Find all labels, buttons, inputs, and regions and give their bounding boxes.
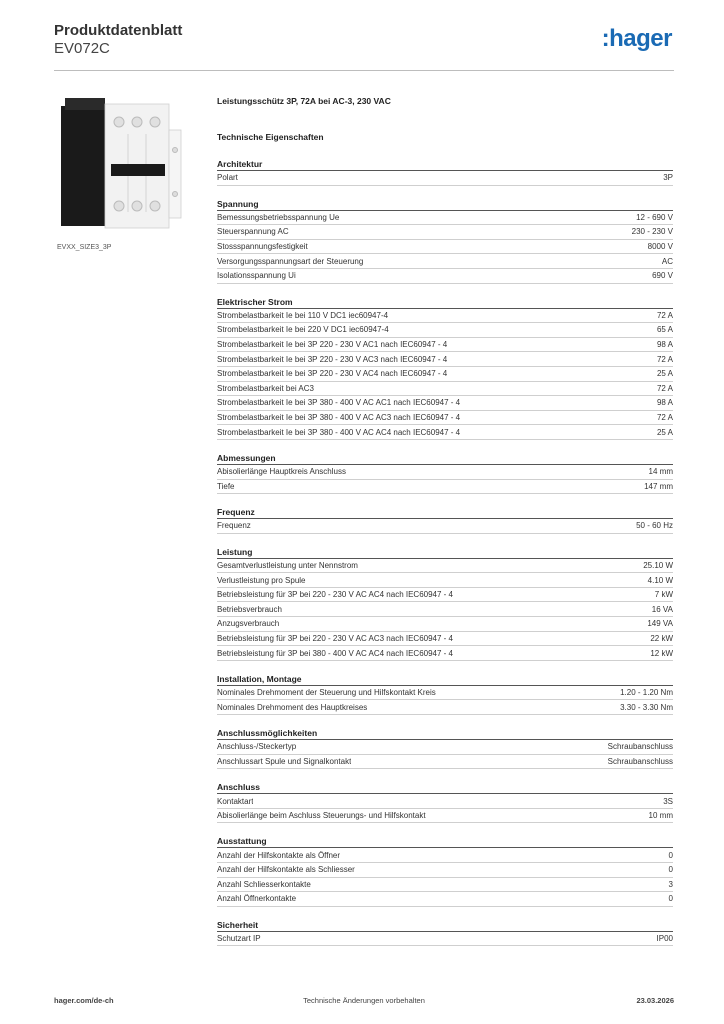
spec-value: 25.10 W — [643, 560, 673, 570]
spec-label: Strombelastbarkeit Ie bei 220 V DC1 iec60947-4 — [217, 325, 389, 335]
spec-value: 230 - 230 V — [631, 227, 673, 237]
image-caption: EVXX_SIZE3_3P — [57, 244, 112, 251]
spec-row — [217, 848, 673, 863]
spec-value: Schraubanschluss — [607, 756, 673, 766]
header-divider — [54, 70, 674, 71]
section-title: Leistung — [217, 546, 673, 559]
spec-row — [217, 309, 673, 324]
section-title: Anschluss — [217, 781, 673, 794]
spec-row — [217, 794, 673, 809]
spec-label: Anzahl der Hilfskontakte als Öffner — [217, 850, 341, 860]
spec-section — [217, 296, 673, 440]
spec-row — [217, 367, 673, 382]
spec-row — [217, 225, 673, 240]
spec-label: Strombelastbarkeit Ie bei 3P 380 - 400 V AC AC4 nach IEC60947 - 4 — [217, 427, 461, 437]
spec-label: Bemessungsbetriebsspannung Ue — [217, 212, 340, 222]
spec-value: 0 — [668, 894, 673, 904]
spec-label: Nominales Drehmoment der Steuerung und Hilfskontakt Kreis — [217, 688, 436, 698]
spec-value: 65 A — [656, 325, 673, 335]
section-title: Frequenz — [217, 506, 673, 519]
spec-label: Anzahl der Hilfskontakte als Schliesser — [217, 865, 355, 875]
spec-value: 72 A — [656, 413, 673, 423]
section-title: Elektrischer Strom — [217, 296, 673, 309]
section-title: Anschlussmöglichkeiten — [217, 727, 673, 740]
footer-date: 23.03.2026 — [636, 996, 674, 1005]
spec-label: Nominales Drehmoment des Hauptkreises — [217, 702, 368, 712]
spec-row — [217, 519, 673, 534]
spec-label: Isolationsspannung Ui — [217, 271, 296, 281]
section-title: Installation, Montage — [217, 673, 673, 686]
spec-section — [217, 452, 673, 494]
spec-row — [217, 382, 673, 397]
spec-row — [217, 411, 673, 426]
spec-section — [217, 835, 673, 906]
spec-value: IP00 — [656, 934, 673, 944]
spec-row — [217, 863, 673, 878]
spec-row — [217, 646, 673, 661]
spec-value: 1.20 - 1.20 Nm — [620, 688, 673, 698]
spec-sections — [217, 158, 673, 946]
section-title: Architektur — [217, 158, 673, 171]
spec-value: 72 A — [656, 383, 673, 393]
spec-value: 12 kW — [650, 648, 673, 658]
spec-label: Anzugsverbrauch — [217, 619, 280, 629]
product-image — [57, 94, 183, 234]
section-title: Ausstattung — [217, 835, 673, 848]
spec-value: 690 V — [652, 271, 673, 281]
spec-value: 3.30 - 3.30 Nm — [620, 702, 673, 712]
spec-value: AC — [661, 256, 673, 266]
spec-label: Anschluss-/Steckertyp — [217, 742, 297, 752]
spec-row — [217, 755, 673, 770]
spec-label: Strombelastbarkeit Ie bei 3P 220 - 230 V AC1 nach IEC60947 - 4 — [217, 340, 448, 350]
spec-value: 149 VA — [647, 619, 673, 629]
spec-row — [217, 559, 673, 574]
spec-section — [217, 546, 673, 661]
spec-label: Strombelastbarkeit Ie bei 3P 380 - 400 V AC AC1 nach IEC60947 - 4 — [217, 398, 461, 408]
spec-value: 16 VA — [651, 604, 673, 614]
spec-row — [217, 240, 673, 255]
spec-section — [217, 781, 673, 823]
spec-row — [217, 700, 673, 715]
spec-label: Strombelastbarkeit Ie bei 3P 220 - 230 V AC4 nach IEC60947 - 4 — [217, 369, 448, 379]
spec-value: 4.10 W — [647, 575, 673, 585]
spec-row — [217, 602, 673, 617]
spec-row — [217, 892, 673, 907]
spec-row — [217, 740, 673, 755]
spec-value: 98 A — [656, 398, 673, 408]
spec-value: 25 A — [656, 427, 673, 437]
spec-label: Versorgungsspannungsart der Steuerung — [217, 256, 364, 266]
product-description: Leistungsschütz 3P, 72A bei AC-3, 230 VAC — [217, 96, 391, 106]
spec-label: Verlustleistung pro Spule — [217, 575, 306, 585]
spec-label: Anzahl Öffnerkontakte — [217, 894, 297, 904]
spec-value: 0 — [668, 850, 673, 860]
spec-label: Frequenz — [217, 521, 251, 531]
spec-row — [217, 211, 673, 226]
spec-value: 147 mm — [644, 481, 673, 491]
spec-value: 10 mm — [648, 811, 673, 821]
spec-value: 3 — [668, 879, 673, 889]
spec-label: Abisolierlänge beim Aschluss Steuerungs- und Hilfskontakt — [217, 811, 426, 821]
spec-row — [217, 396, 673, 411]
section-title: Abmessungen — [217, 452, 673, 465]
document-title: Produktdatenblatt — [54, 22, 183, 39]
spec-value: 0 — [668, 865, 673, 875]
spec-label: Gesamtverlustleistung unter Nennstrom — [217, 560, 358, 570]
spec-label: Strombelastbarkeit Ie bei 3P 380 - 400 V AC AC3 nach IEC60947 - 4 — [217, 413, 461, 423]
spec-row — [217, 632, 673, 647]
spec-section — [217, 727, 673, 769]
spec-row — [217, 338, 673, 353]
datasheet-content — [217, 96, 673, 946]
spec-row — [217, 465, 673, 480]
spec-value: Schraubanschluss — [607, 742, 673, 752]
spec-label: Betriebsverbrauch — [217, 604, 282, 614]
spec-label: Strombelastbarkeit Ie bei 110 V DC1 iec60947-4 — [217, 310, 389, 320]
spec-label: Polart — [217, 173, 238, 183]
spec-label: Anzahl Schliesserkontakte — [217, 879, 311, 889]
spec-value: 22 kW — [650, 633, 673, 643]
product-code: EV072C — [54, 40, 110, 57]
spec-value: 3S — [663, 796, 673, 806]
tech-properties-heading: Technische Eigenschaften — [217, 132, 324, 142]
spec-label: Anschlussart Spule und Signalkontakt — [217, 756, 352, 766]
spec-value: 98 A — [656, 340, 673, 350]
spec-section — [217, 198, 673, 284]
spec-label: Betriebsleistung für 3P bei 380 - 400 V AC AC4 nach IEC60947 - 4 — [217, 648, 453, 658]
footer-disclaimer: Technische Änderungen vorbehalten — [303, 996, 425, 1005]
spec-label: Steuerspannung AC — [217, 227, 289, 237]
spec-value: 14 mm — [648, 467, 673, 477]
spec-value: 25 A — [656, 369, 673, 379]
spec-row — [217, 269, 673, 284]
spec-row — [217, 588, 673, 603]
spec-label: Stossspannungsfestigkeit — [217, 242, 308, 252]
spec-value: 7 kW — [654, 590, 673, 600]
spec-label: Strombelastbarkeit bei AC3 — [217, 383, 314, 393]
spec-label: Kontaktart — [217, 796, 254, 806]
spec-row — [217, 352, 673, 367]
spec-label: Strombelastbarkeit Ie bei 3P 220 - 230 V AC3 nach IEC60947 - 4 — [217, 354, 448, 364]
spec-row — [217, 254, 673, 269]
spec-row — [217, 480, 673, 495]
spec-section — [217, 673, 673, 715]
hager-logo: :hager — [601, 25, 672, 52]
spec-value: 3P — [663, 173, 673, 183]
spec-row — [217, 617, 673, 632]
spec-row — [217, 932, 673, 947]
spec-value: 50 - 60 Hz — [636, 521, 673, 531]
spec-section — [217, 158, 673, 186]
section-title: Sicherheit — [217, 919, 673, 932]
footer-website: hager.com/de-ch — [54, 996, 114, 1005]
page-header — [54, 22, 674, 72]
spec-row — [217, 573, 673, 588]
spec-row — [217, 425, 673, 440]
spec-section — [217, 919, 673, 947]
spec-value: 12 - 690 V — [636, 212, 673, 222]
spec-row — [217, 323, 673, 338]
section-title: Spannung — [217, 198, 673, 211]
spec-label: Tiefe — [217, 481, 235, 491]
spec-row — [217, 171, 673, 186]
spec-label: Abisolierlänge Hauptkreis Anschluss — [217, 467, 346, 477]
spec-value: 8000 V — [647, 242, 673, 252]
spec-value: 72 A — [656, 310, 673, 320]
spec-label: Betriebsleistung für 3P bei 220 - 230 V AC AC3 nach IEC60947 - 4 — [217, 633, 453, 643]
spec-label: Betriebsleistung für 3P bei 220 - 230 V AC AC4 nach IEC60947 - 4 — [217, 590, 453, 600]
spec-row — [217, 878, 673, 893]
spec-value: 72 A — [656, 354, 673, 364]
spec-row — [217, 686, 673, 701]
spec-row — [217, 809, 673, 824]
spec-label: Schutzart IP — [217, 934, 261, 944]
spec-section — [217, 506, 673, 534]
